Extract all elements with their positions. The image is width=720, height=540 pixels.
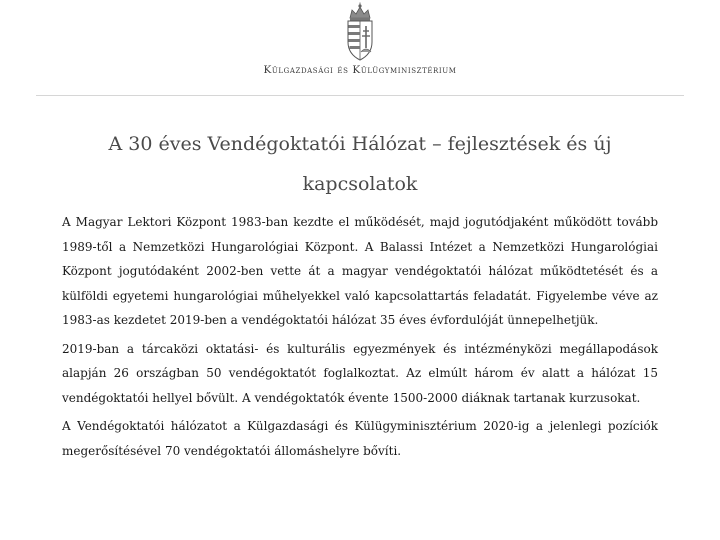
- ministry-name: Külgazdasági és Külügyminisztérium: [263, 64, 457, 76]
- paragraph-3: A Vendégoktatói hálózatot a Külgazdasági és Külügyminisztérium 2020-ig a jelenlegi pozíciók megerősítésével 70 vendégoktatói állomáshelyre bővíti.: [62, 419, 658, 458]
- body-text: [62, 210, 658, 467]
- header-divider: [36, 95, 684, 96]
- hungarian-coat-of-arms-icon: [340, 2, 380, 62]
- page-title: A 30 éves Vendégoktatói Hálózat – fejlesztések és új kapcsolatok: [108, 133, 612, 195]
- paragraph-2: 2019-ban a tárcaközi oktatási- és kulturális egyezmények és intézményközi megállapodások alapján 26 országban 50 vendégoktatót foglalkoztat. Az elmúlt három év alatt a hálózat 15 vendégoktatói hellyel bővült. A vendégoktatók évente 1500-2000 diáknak tartanak kurzusokat.: [62, 341, 658, 405]
- paragraph-1: A Magyar Lektori Központ 1983-ban kezdte el működését, majd jogutódjaként működött tovább 1989-től a Nemzetközi Hungarológiai Központ. A Balassi Intézet a Nemzetközi Hungarológiai Központ jogutódaként 2002-ben vette át a magyar vendégoktatói hálózat működtetését és a külföldi egyetemi hungarológiai műhelyekkel való kapcsolattartás feladatát. Figyelembe véve az 1983-as kezdetet 2019-ben a vendégoktatói hálózat 35 éves évfordulóját ünnepelhetjük.: [62, 215, 658, 327]
- page-header: [0, 0, 720, 100]
